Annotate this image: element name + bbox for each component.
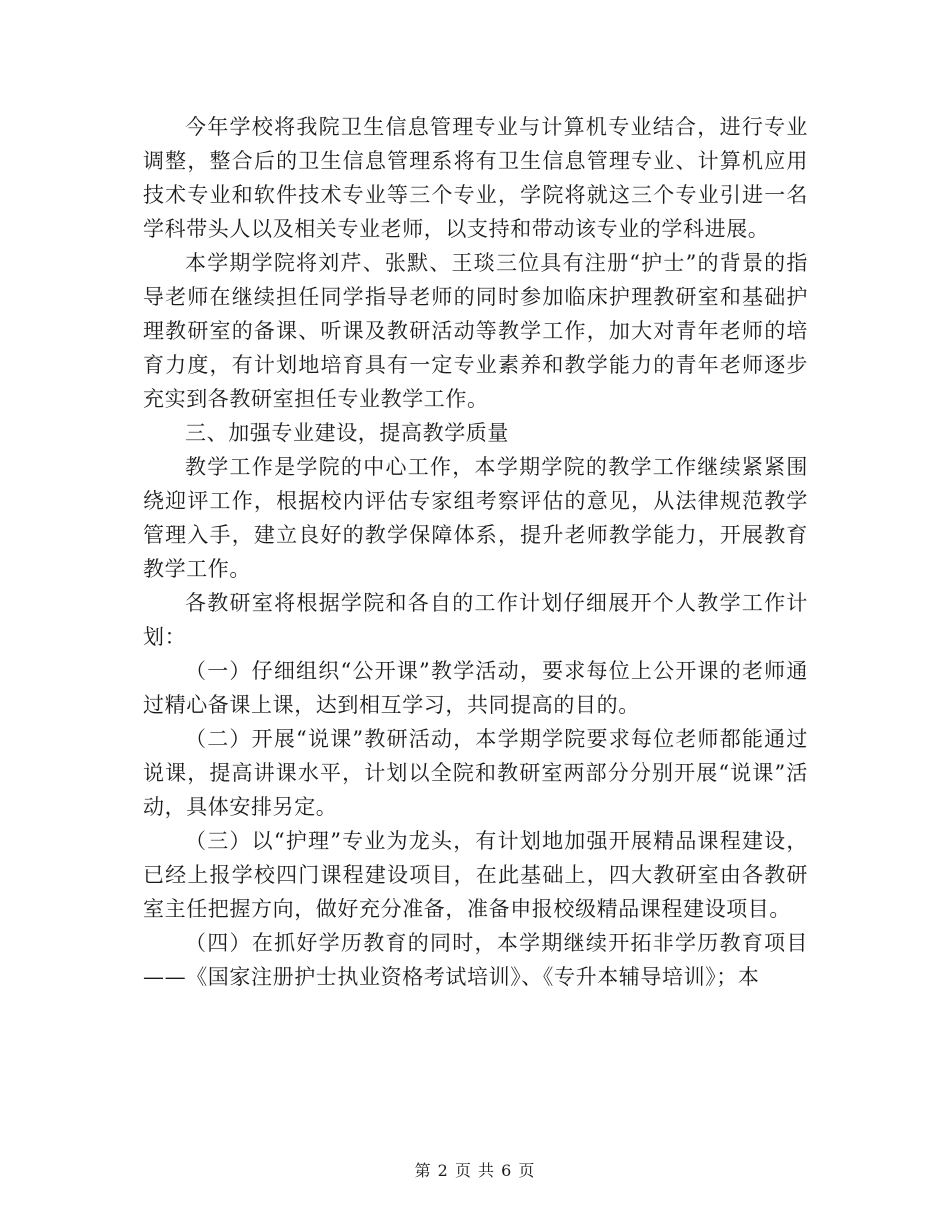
paragraph-teaching-work: 教学工作是学院的中心工作，本学期学院的教学工作继续紧紧围绕迎评工作，根据校内评估专家组考察评估的意见，从法律规范教学管理入手，建立良好的教学保障体系，提升老师教学能力，开展教育教学工作。	[143, 455, 808, 581]
item-quality-course: （三）以“护理”专业为龙头，有计划地加强开展精品课程建设，已经上报学校四门课程建设项目，在此基础上，四大教研室由各教研室主任把握方向，做好充分准备，准备申报校级精品课程建设项目。	[143, 829, 808, 921]
item-lecture-talk: （二）开展“说课”教研活动，本学期学院要求每位老师都能通过说课，提高讲课水平，计划以全院和教研室两部分分别开展“说课”活动，具体安排另定。	[143, 727, 808, 819]
item-non-degree-education: （四）在抓好学历教育的同时，本学期继续开拓非学历教育项目——《国家注册护士执业资格考试培训》、《专升本辅导培训》；本	[143, 931, 808, 989]
section-heading-3: 三、加强专业建设，提高教学质量	[185, 421, 509, 445]
document-body	[143, 110, 808, 994]
paragraph-nurse-instructors: 本学期学院将刘芹、张默、王琰三位具有注册“护士”的背景的指导老师在继续担任同学指导老师的同时参加临床护理教研室和基础护理教研室的备课、听课及教研活动等教学工作，加大对青年老师的培育力度，有计划地培育具有一定专业素养和教学能力的青年老师逐步充实到各教研室担任专业教学工作。	[143, 251, 808, 411]
page-number-footer: 第 2 页 共 6 页	[414, 1161, 536, 1180]
paragraph-teaching-plan: 各教研室将根据学院和各自的工作计划仔细展开个人教学工作计划：	[143, 591, 808, 649]
paragraph-major-adjustment: 今年学校将我院卫生信息管理专业与计算机专业结合，进行专业调整，整合后的卫生信息管理系将有卫生信息管理专业、计算机应用技术专业和软件技术专业等三个专业，学院将就这三个专业引进一名学科带头人以及相关专业老师，以支持和带动该专业的学科进展。	[143, 115, 808, 241]
item-open-class: （一）仔细组织“公开课”教学活动，要求每位上公开课的老师通过精心备课上课，达到相互学习，共同提高的目的。	[143, 659, 808, 717]
